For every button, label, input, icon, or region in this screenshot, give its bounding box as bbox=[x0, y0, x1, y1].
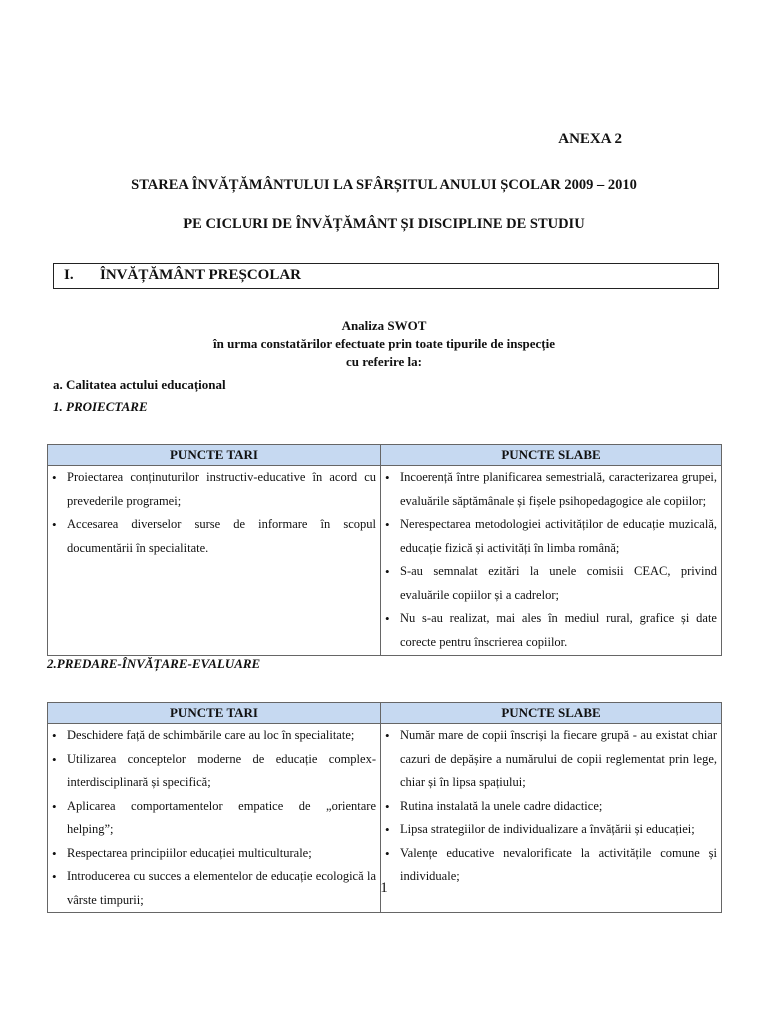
weaknesses-cell bbox=[381, 466, 722, 656]
weaknesses-header: PUNCTE SLABE bbox=[381, 703, 722, 724]
annex-label: ANEXA 2 bbox=[558, 131, 622, 147]
strengths-header: PUNCTE TARI bbox=[48, 703, 381, 724]
swot-reference: cu referire la: bbox=[345, 354, 423, 369]
page-number: 1 bbox=[380, 880, 388, 896]
list-item: • Lipsa strategiilor de individualizare a învățării și educației; bbox=[381, 818, 717, 842]
list-item: • Introducerea cu succes a elementelor de educație ecologică la vârste timpurii; bbox=[48, 865, 376, 912]
list-item: • Accesarea diverselor surse de informare în scopul documentării în specialitate. bbox=[48, 513, 376, 560]
subheading-quality: a. Calitatea actului educațional bbox=[53, 377, 226, 392]
list-item: • Nerespectarea metodologiei activităților de educație muzicală, educație fizică și activități în limba română; bbox=[381, 513, 717, 560]
strengths-cell bbox=[48, 466, 381, 656]
list-item: • S-au semnalat ezitări la unele comisii CEAC, privind evaluările copiilor și a cadrelor; bbox=[381, 560, 717, 607]
list-item: • Deschidere față de schimbările care au loc în specialitate; bbox=[48, 724, 376, 748]
list-item: • Aplicarea comportamentelor empatice de „orientare helping”; bbox=[48, 795, 376, 842]
section-title: ÎNVĂȚĂMÂNT PREȘCOLAR bbox=[100, 267, 301, 283]
list-item: • Utilizarea conceptelor moderne de educație complex-interdisciplinară și specifică; bbox=[48, 748, 376, 795]
list-item: • Nu s-au realizat, mai ales în mediul rural, grafice și date corecte pentru înscrierea copiilor. bbox=[381, 607, 717, 654]
document-subtitle: PE CICLURI DE ÎNVĂȚĂMÂNT ȘI DISCIPLINE DE STUDIU bbox=[183, 216, 585, 232]
swot-table-proiectare bbox=[47, 444, 722, 656]
swot-title: Analiza SWOT bbox=[341, 318, 427, 333]
list-item: • Rutina instalată la unele cadre didactice; bbox=[381, 795, 717, 819]
subheading-predare: 2.PREDARE-ÎNVĂȚARE-EVALUARE bbox=[47, 656, 261, 671]
list-item: • Proiectarea conținuturilor instructiv-educative în acord cu prevederile programei; bbox=[48, 466, 376, 513]
strengths-header: PUNCTE TARI bbox=[48, 445, 381, 466]
section-number: I. bbox=[64, 267, 74, 283]
list-item: • Respectarea principiilor educației multiculturale; bbox=[48, 842, 376, 866]
list-item: • Incoerență între planificarea semestrială, caracterizarea grupei, evaluările săptămânale și fișele psihopedagogice ale copiilor; bbox=[381, 466, 717, 513]
subheading-proiectare: 1. PROIECTARE bbox=[53, 399, 148, 414]
document-title: STAREA ÎNVĂȚĂMÂNTULUI LA SFÂRȘITUL ANULUI ȘCOLAR 2009 – 2010 bbox=[131, 177, 637, 193]
weaknesses-header: PUNCTE SLABE bbox=[381, 445, 722, 466]
section-heading-box bbox=[53, 263, 719, 289]
list-item: • Valențe educative nevalorificate la activitățile comune și individuale; bbox=[381, 842, 717, 889]
swot-subtitle: în urma constatărilor efectuate prin toate tipurile de inspecție bbox=[212, 336, 556, 351]
list-item: • Număr mare de copii înscriși la fiecare grupă - au existat chiar cazuri de depășire a numărului de copii reglementat prin lege, chiar și în lipsa spațiului; bbox=[381, 724, 717, 795]
